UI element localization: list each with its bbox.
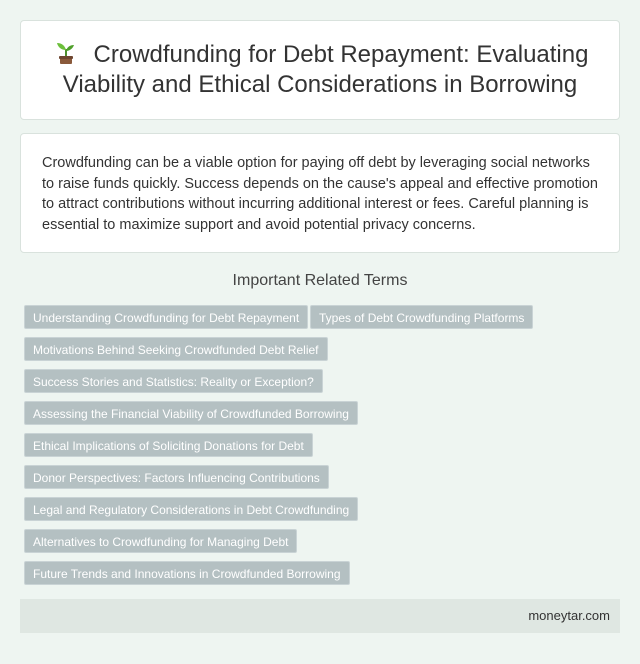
term-tag[interactable]: Alternatives to Crowdfunding for Managing Debt — [24, 529, 297, 553]
footer-site[interactable]: moneytar.com — [528, 608, 610, 623]
term-tag[interactable]: Donor Perspectives: Factors Influencing Contributions — [24, 465, 329, 489]
term-tag[interactable]: Assessing the Financial Viability of Crowdfunded Borrowing — [24, 401, 358, 425]
footer — [20, 599, 620, 633]
term-tag[interactable]: Understanding Crowdfunding for Debt Repayment — [24, 305, 308, 329]
term-tag[interactable]: Future Trends and Innovations in Crowdfunded Borrowing — [24, 561, 350, 585]
intro-text: Crowdfunding can be a viable option for paying off debt by leveraging social networks to raise funds quickly. Success depends on the cause's appeal and effective promotion to attract contributions without incurring additional interest or fees. Careful planning is essential to maximize support and avoid potential privacy concerns. — [42, 155, 598, 233]
sprout-icon — [52, 41, 80, 65]
term-tag[interactable]: Types of Debt Crowdfunding Platforms — [310, 305, 533, 329]
page-title — [40, 40, 600, 100]
term-tag[interactable]: Ethical Implications of Soliciting Donations for Debt — [24, 433, 313, 457]
term-tag[interactable]: Success Stories and Statistics: Reality or Exception? — [24, 369, 323, 393]
related-terms-heading: Important Related Terms — [232, 272, 408, 289]
intro-card — [20, 133, 620, 253]
title-card — [20, 20, 620, 120]
page-title-text: Crowdfunding for Debt Repayment: Evaluating Viability and Ethical Considerations in Borrowing — [62, 41, 589, 98]
term-tag[interactable]: Motivations Behind Seeking Crowdfunded Debt Relief — [24, 337, 328, 361]
term-tag[interactable]: Legal and Regulatory Considerations in Debt Crowdfunding — [24, 497, 358, 521]
